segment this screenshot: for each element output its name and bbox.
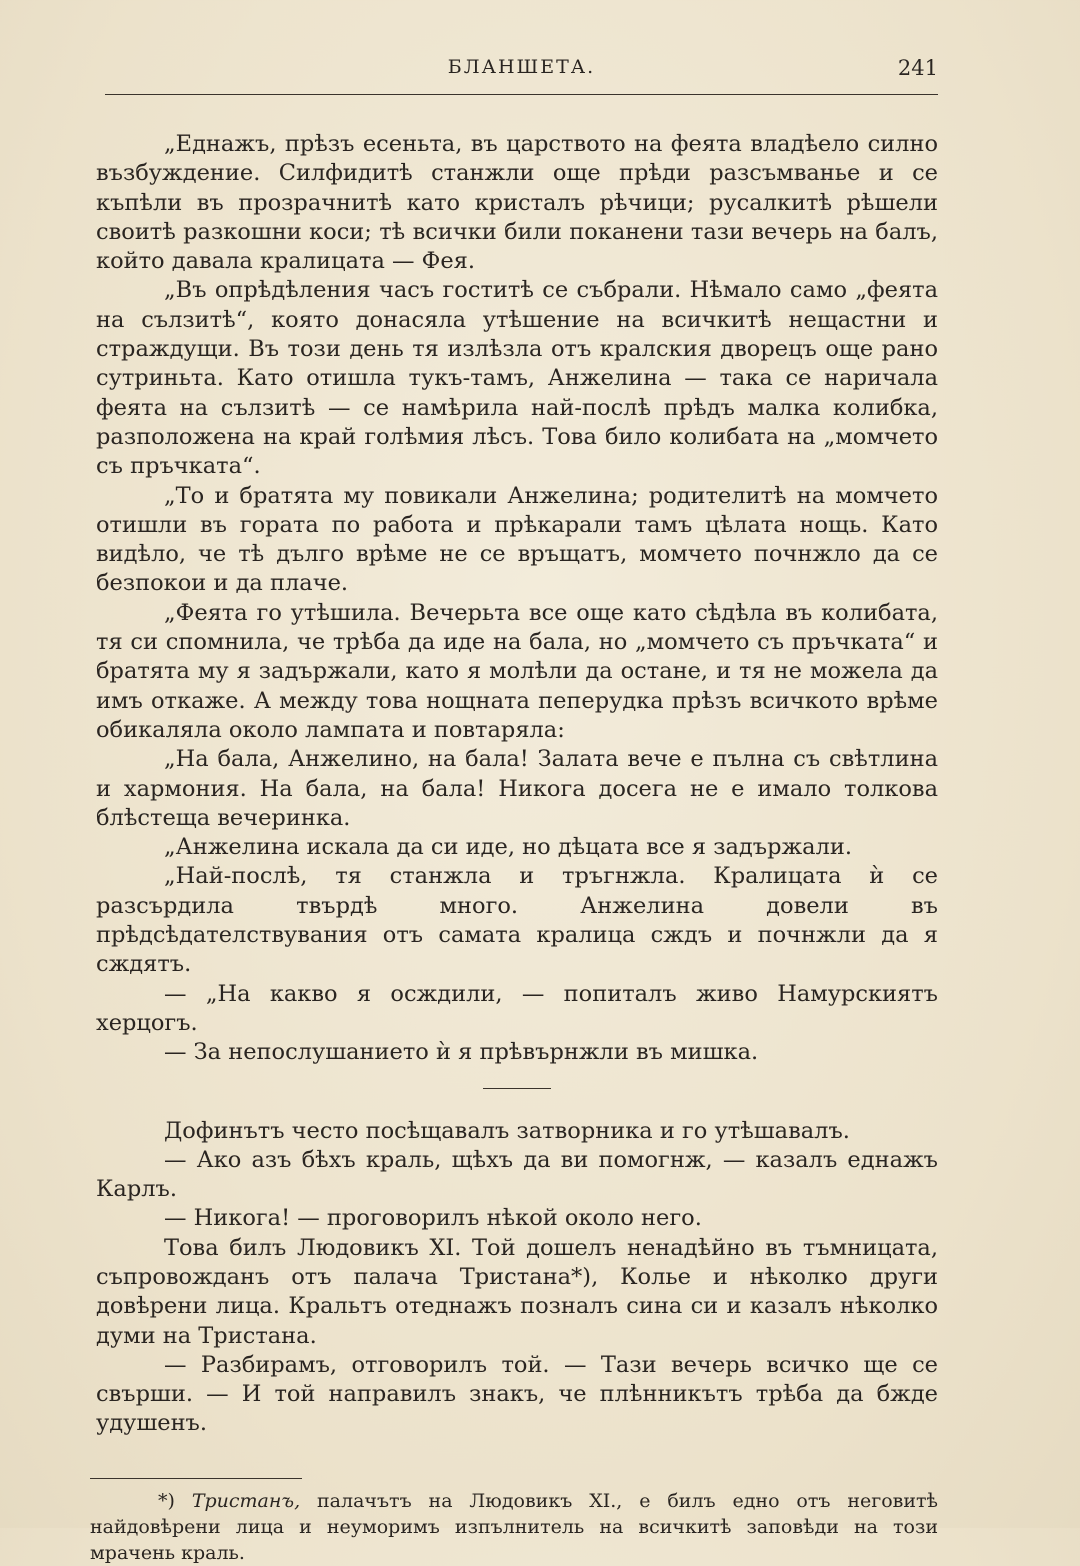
paragraph: „Анжелина искала да си иде, но дѣцата все я задържали.: [164, 834, 853, 861]
body-text: [96, 130, 938, 1439]
body-text-section-2: [96, 1117, 938, 1439]
footnote-rule: [90, 1478, 302, 1479]
paragraph: — Ако азъ бѣхъ краль, щѣхъ да ви помогнж, — казалъ еднажъ Карлъ.: [96, 1146, 938, 1203]
section-separator: [483, 1088, 551, 1089]
paragraph: — Никога! — проговорилъ нѣкой около него.: [164, 1205, 702, 1232]
paragraph: Дофинътъ често посѣщавалъ затворника и го утѣшавалъ.: [164, 1117, 850, 1144]
page-number: 241: [897, 56, 938, 80]
paragraph: „Феята го утѣшила. Вечерьта все още като сѣдѣла въ колибата, тя си спомнила, че трѣба да иде на бала, но „момчето съ пръчката“ и братята му я задържали, като я молѣли да остане, и тя не можела да имъ откаже. А между това нощната пеперудка прѣзъ всичкото врѣме обикаляла около лампата и повтаряла:: [96, 599, 938, 743]
paragraph: „На бала, Анжелино, на бала! Залата вече е пълна съ свѣтлина и хармония. На бала, на бала! Никога досега не е имало толкова блѣстеща вечеринка.: [96, 746, 938, 831]
paragraph: „Еднажъ, прѣзъ есеньта, въ царството на феята владѣело силно възбуждение. Силфидитѣ станжли още прѣди разсъмванье и се къпѣли въ прозрачнитѣ като кристалъ рѣчици; русалкитѣ рѣшели своитѣ разкошни коси; тѣ всички били поканени тази вечерь на балъ, който давала кралицата — Фея.: [96, 131, 938, 275]
paragraph: Това билъ Людовикъ XI. Той дошелъ ненадѣйно въ тъмницата, съпровожданъ отъ палача Тристана*), Колье и нѣколко други довѣрени лица. Кральтъ отеднажъ позналъ сина си и казалъ нѣколко думи на Тристана.: [96, 1234, 938, 1349]
paragraph: „Най-послѣ, тя станжла и тръгнжла. Кралицата ѝ се разсърдила твърдѣ много. Анжелина довели въ прѣдсѣдателствувания отъ самата кралица сждъ и почнжли да я сждятъ.: [96, 863, 938, 978]
paragraph: — За непослушанието ѝ я прѣвърнжли въ мишка.: [164, 1039, 759, 1066]
paragraph: „Въ опрѣдѣления часъ гоститѣ се събрали. Нѣмало само „феята на сълзитѣ“, която донасяла утѣшение на всичкитѣ нещастни и страждущи. Въ този день тя излѣзла отъ кралския дворецъ още рано сутриньта. Като отишла тукъ-тамъ, Анжелина — така се наричала феята на сълзитѣ — се намѣрила най-послѣ прѣдъ малка колибка, разположена на край голѣмия лѣсъ. Това било колибата на „момчето съ пръчката“.: [96, 277, 938, 480]
footnote-text: палачътъ на Людовикъ XI., е билъ едно отъ неговитѣ найдовѣрени лица и неуморимъ изпълнитель на всичкитѣ заповѣди на този мрачень краль.: [90, 1490, 938, 1564]
header-rule: [105, 94, 938, 95]
running-header: [105, 56, 938, 84]
footnote-name: Тристанъ,: [191, 1490, 301, 1512]
footnote: [90, 1488, 938, 1566]
paragraph: „То и братята му повикали Анжелина; родителитѣ на момчето отишли въ гората по работа и прѣкарали тамъ цѣлата нощь. Като видѣло, че тѣ дълго врѣме не се връщатъ, момчето почнжло да се безпокои и да плаче.: [96, 482, 938, 597]
paragraph: — „На какво я осждили, — попиталъ живо Намурскиятъ херцогъ.: [96, 980, 938, 1036]
paragraph: — Разбирамъ, отговорилъ той. — Тази вечерь всичко ще се свърши. — И той направилъ знакъ, че плѣнникътъ трѣба да бжде удушенъ.: [96, 1351, 938, 1437]
running-title: БЛАНШЕТА.: [447, 56, 596, 78]
footnote-marker: *): [158, 1490, 175, 1512]
